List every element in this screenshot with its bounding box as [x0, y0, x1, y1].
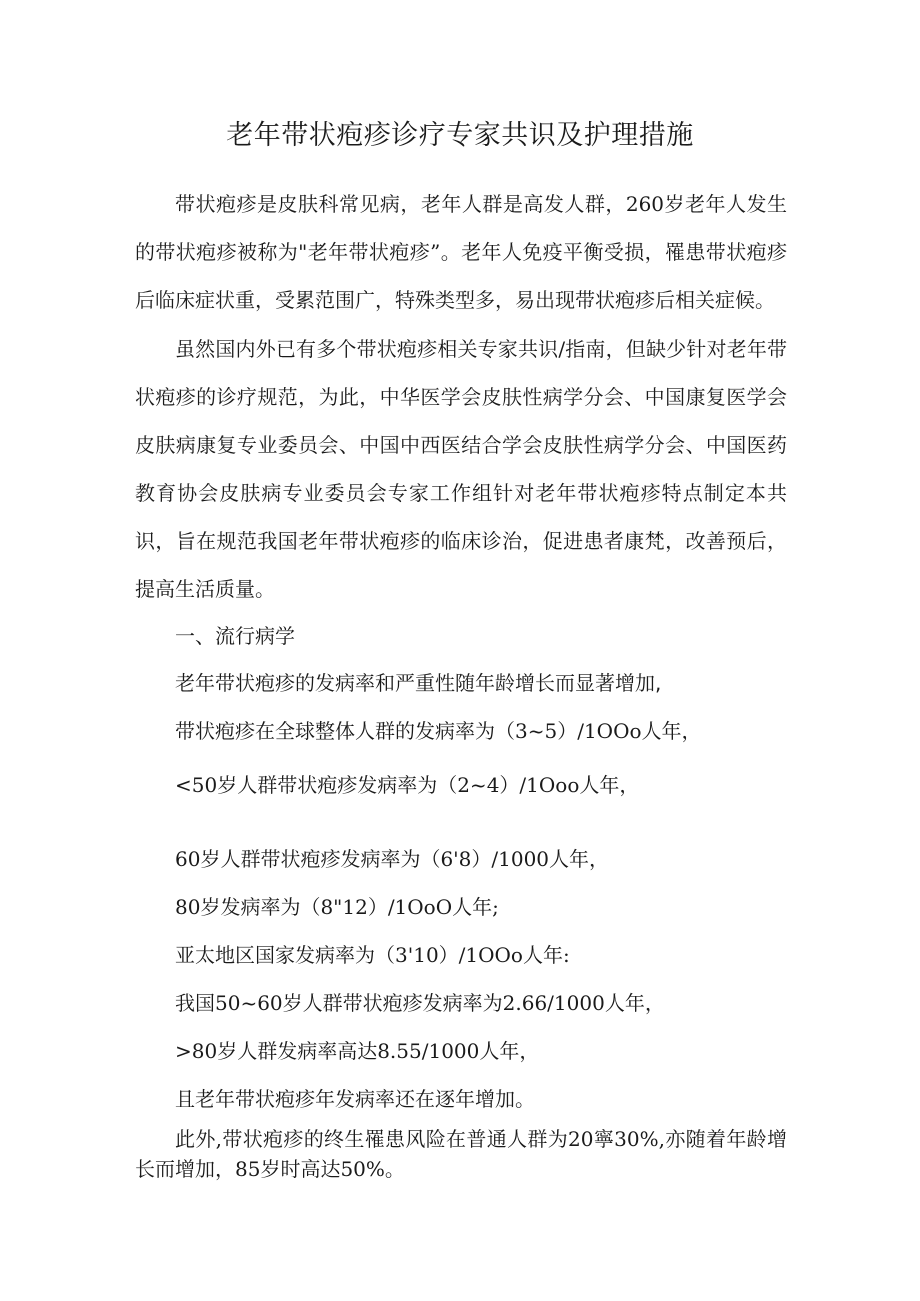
lead-text-emphasis: 发病率和严重性随年龄增长而显著增加, — [315, 671, 662, 695]
intro-paragraph: 带状疱疹是皮肤科常见病，老年人群是高发人群，260岁老年人发生的带状疱疹被称为"老年带状疱疹”。老年人免疫平衡受损，罹患带状疱疹后临床症状重，受累范围广，特殊类型多，易出现带状疱疹后相关症候。 — [135, 192, 787, 312]
incidence-line-under-50: <50岁人群带状疱疹发病率为（2~4）/1Ooo人年， — [175, 773, 640, 797]
incidence-trend-line: 且老年带状疱疹年发病率还在逐年增加。 — [175, 1087, 535, 1111]
document-title: 老年带状疱疹诊疗专家共识及护理措施 — [226, 120, 694, 151]
incidence-line-over-80: >80岁人群发病率高达8.55/1000人年， — [175, 1039, 540, 1063]
lifetime-risk-paragraph: 此外,带状疱疹的终生罹患风险在普通人群为20寧30%,亦随着年龄增长而增加，85岁时高达50%。 — [135, 1127, 787, 1181]
incidence-line-global: 带状疱疹在全球整体人群的发病率为（3~5）/1OOo人年， — [175, 719, 702, 743]
purpose-paragraph: 虽然国内外已有多个带状疱疹相关专家共识/指南，但缺少针对老年带状疱疹的诊疗规范，为此，中华医学会皮肤性病学分会、中国康复医学会皮肤病康复专业委员会、中国中西医结合学会皮肤性病学分会、中国医药教育协会皮肤病专业委员会专家工作组针对老年带状疱疹特点制定本共识，旨在规范我国老年带状疱疹的临床诊治，促进患者康梵，改善预后，提高生活质量。 — [135, 337, 787, 601]
incidence-line-asia-pacific: 亚太地区国家发病率为（3'10）/1OOo人年: — [175, 943, 570, 967]
incidence-line-60: 60岁人群带状疱疹发病率为（6'8）/1000人年， — [175, 847, 610, 871]
epidemiology-lead-line — [175, 668, 661, 698]
incidence-line-80: 80岁发病率为（8"12）/1OoO人年; — [175, 895, 499, 919]
incidence-line-china-50-60: 我国50~60岁人群带状疱疹发病率为2.66/1000人年， — [175, 991, 665, 1015]
lead-text-plain: 老年带状疱疹的 — [175, 671, 315, 695]
section-heading-epidemiology: 一、流行病学 — [175, 624, 295, 648]
